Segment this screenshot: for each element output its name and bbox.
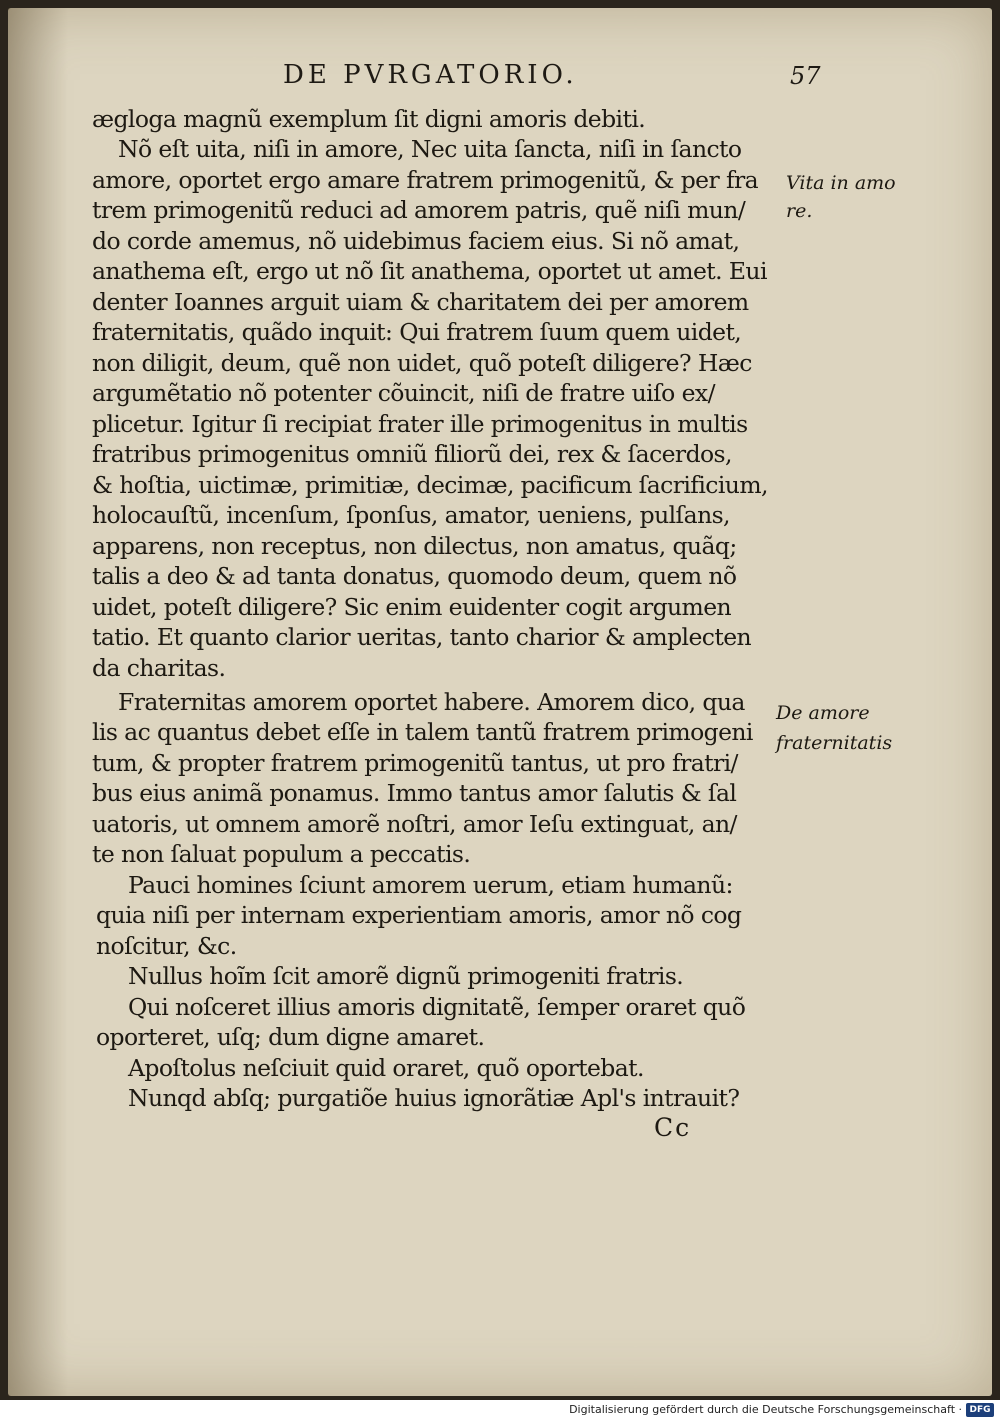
text-line: argumẽtatio nõ potenter cõuincit, niſi de fratre uiſo ex/: [92, 379, 715, 407]
text-line: ægloga magnũ exemplum ſit digni amoris debiti.: [92, 105, 646, 133]
text-line: holocauſtũ, incenſum, ſponſus, amator, ueniens, pulſans,: [92, 501, 730, 529]
page-gutter-shadow: [8, 8, 68, 1396]
text-line: Qui noſceret illius amoris dignitatẽ, ſemper oraret quõ: [128, 993, 746, 1021]
text-line: uidet, poteſt diligere? Sic enim euidenter cogit argumen: [92, 593, 732, 621]
text-line: amore, oportet ergo amare fratrem primogenitũ, & per fra: [92, 166, 759, 194]
text-line: anathema eſt, ergo ut nõ ſit anathema, oportet ut amet. Eui: [92, 257, 767, 285]
text-line: do corde amemus, nõ uidebimus faciem eius. Si nõ amat,: [92, 227, 740, 255]
page-number: 57: [790, 62, 821, 90]
text-line: denter Ioannes arguit uiam & charitatem dei per amorem: [92, 288, 749, 316]
text-line: oporteret, uſq; dum digne amaret.: [96, 1023, 485, 1051]
text-line: te non ſaluat populum a peccatis.: [92, 840, 471, 868]
text-line: Nunqd abſq; purgatiõe huius ignorãtiæ Apl's intrauit?: [128, 1084, 740, 1112]
text-line: trem primogenitũ reduci ad amorem patris, quẽ niſi mun/: [92, 196, 746, 224]
text-line: quia niſi per internam experientiam amoris, amor nõ cog: [96, 901, 742, 929]
text-line: Apoſtolus neſciuit quid oraret, quõ oportebat.: [128, 1054, 644, 1082]
marginal-note-vita: Vita in amo: [786, 172, 896, 194]
text-line: Nõ eſt uita, niſi in amore, Nec uita ſancta, niſi in ſancto: [118, 135, 742, 163]
signature-mark: Cc: [654, 1113, 692, 1142]
marginal-note-amore: De amore: [776, 702, 870, 724]
text-line: Pauci homines ſciunt amorem uerum, etiam humanũ:: [128, 871, 733, 899]
digitization-footer: [0, 1400, 1000, 1421]
text-line: noſcitur, &c.: [96, 932, 237, 960]
text-line: tatio. Et quanto clarior ueritas, tanto charior & amplecten: [92, 623, 752, 651]
marginal-note-amore-cont: fraternitatis: [776, 732, 893, 754]
dfg-logo: DFG: [966, 1403, 994, 1417]
text-line: lis ac quantus debet eſſe in talem tantũ fratrem primogeni: [92, 718, 753, 746]
text-line: talis a deo & ad tanta donatus, quomodo deum, quem nõ: [92, 562, 737, 590]
text-line: plicetur. Igitur ſi recipiat frater ille primogenitus in multis: [92, 410, 748, 438]
text-line: uatoris, ut omnem amorẽ noſtri, amor Ieſu extinguat, an/: [92, 810, 737, 838]
funding-credit: Digitalisierung gefördert durch die Deutsche Forschungsgemeinschaft ·: [569, 1403, 962, 1416]
text-line: Fraternitas amorem oportet habere. Amorem dico, qua: [118, 688, 745, 716]
text-line: fratribus primogenitus omniũ filiorũ dei, rex & ſacerdos,: [92, 440, 732, 468]
marginal-note-vita-cont: re.: [786, 200, 813, 222]
text-line: fraternitatis, quãdo inquit: Qui fratrem ſuum quem uidet,: [92, 318, 742, 346]
text-line: non diligit, deum, quẽ non uidet, quõ poteſt diligere? Hæc: [92, 349, 752, 377]
running-title: DE PVRGATORIO.: [283, 60, 578, 90]
text-line: & hoſtia, uictimæ, primitiæ, decimæ, pacificum ſacrificium,: [92, 471, 768, 499]
text-line: apparens, non receptus, non dilectus, non amatus, quãq;: [92, 532, 737, 560]
text-line: da charitas.: [92, 654, 226, 682]
text-line: bus eius animã ponamus. Immo tantus amor ſalutis & ſal: [92, 779, 737, 807]
text-line: tum, & propter fratrem primogenitũ tantus, ut pro fratri/: [92, 749, 738, 777]
text-line: Nullus hoĩm ſcit amorẽ dignũ primogeniti fratris.: [128, 962, 684, 990]
